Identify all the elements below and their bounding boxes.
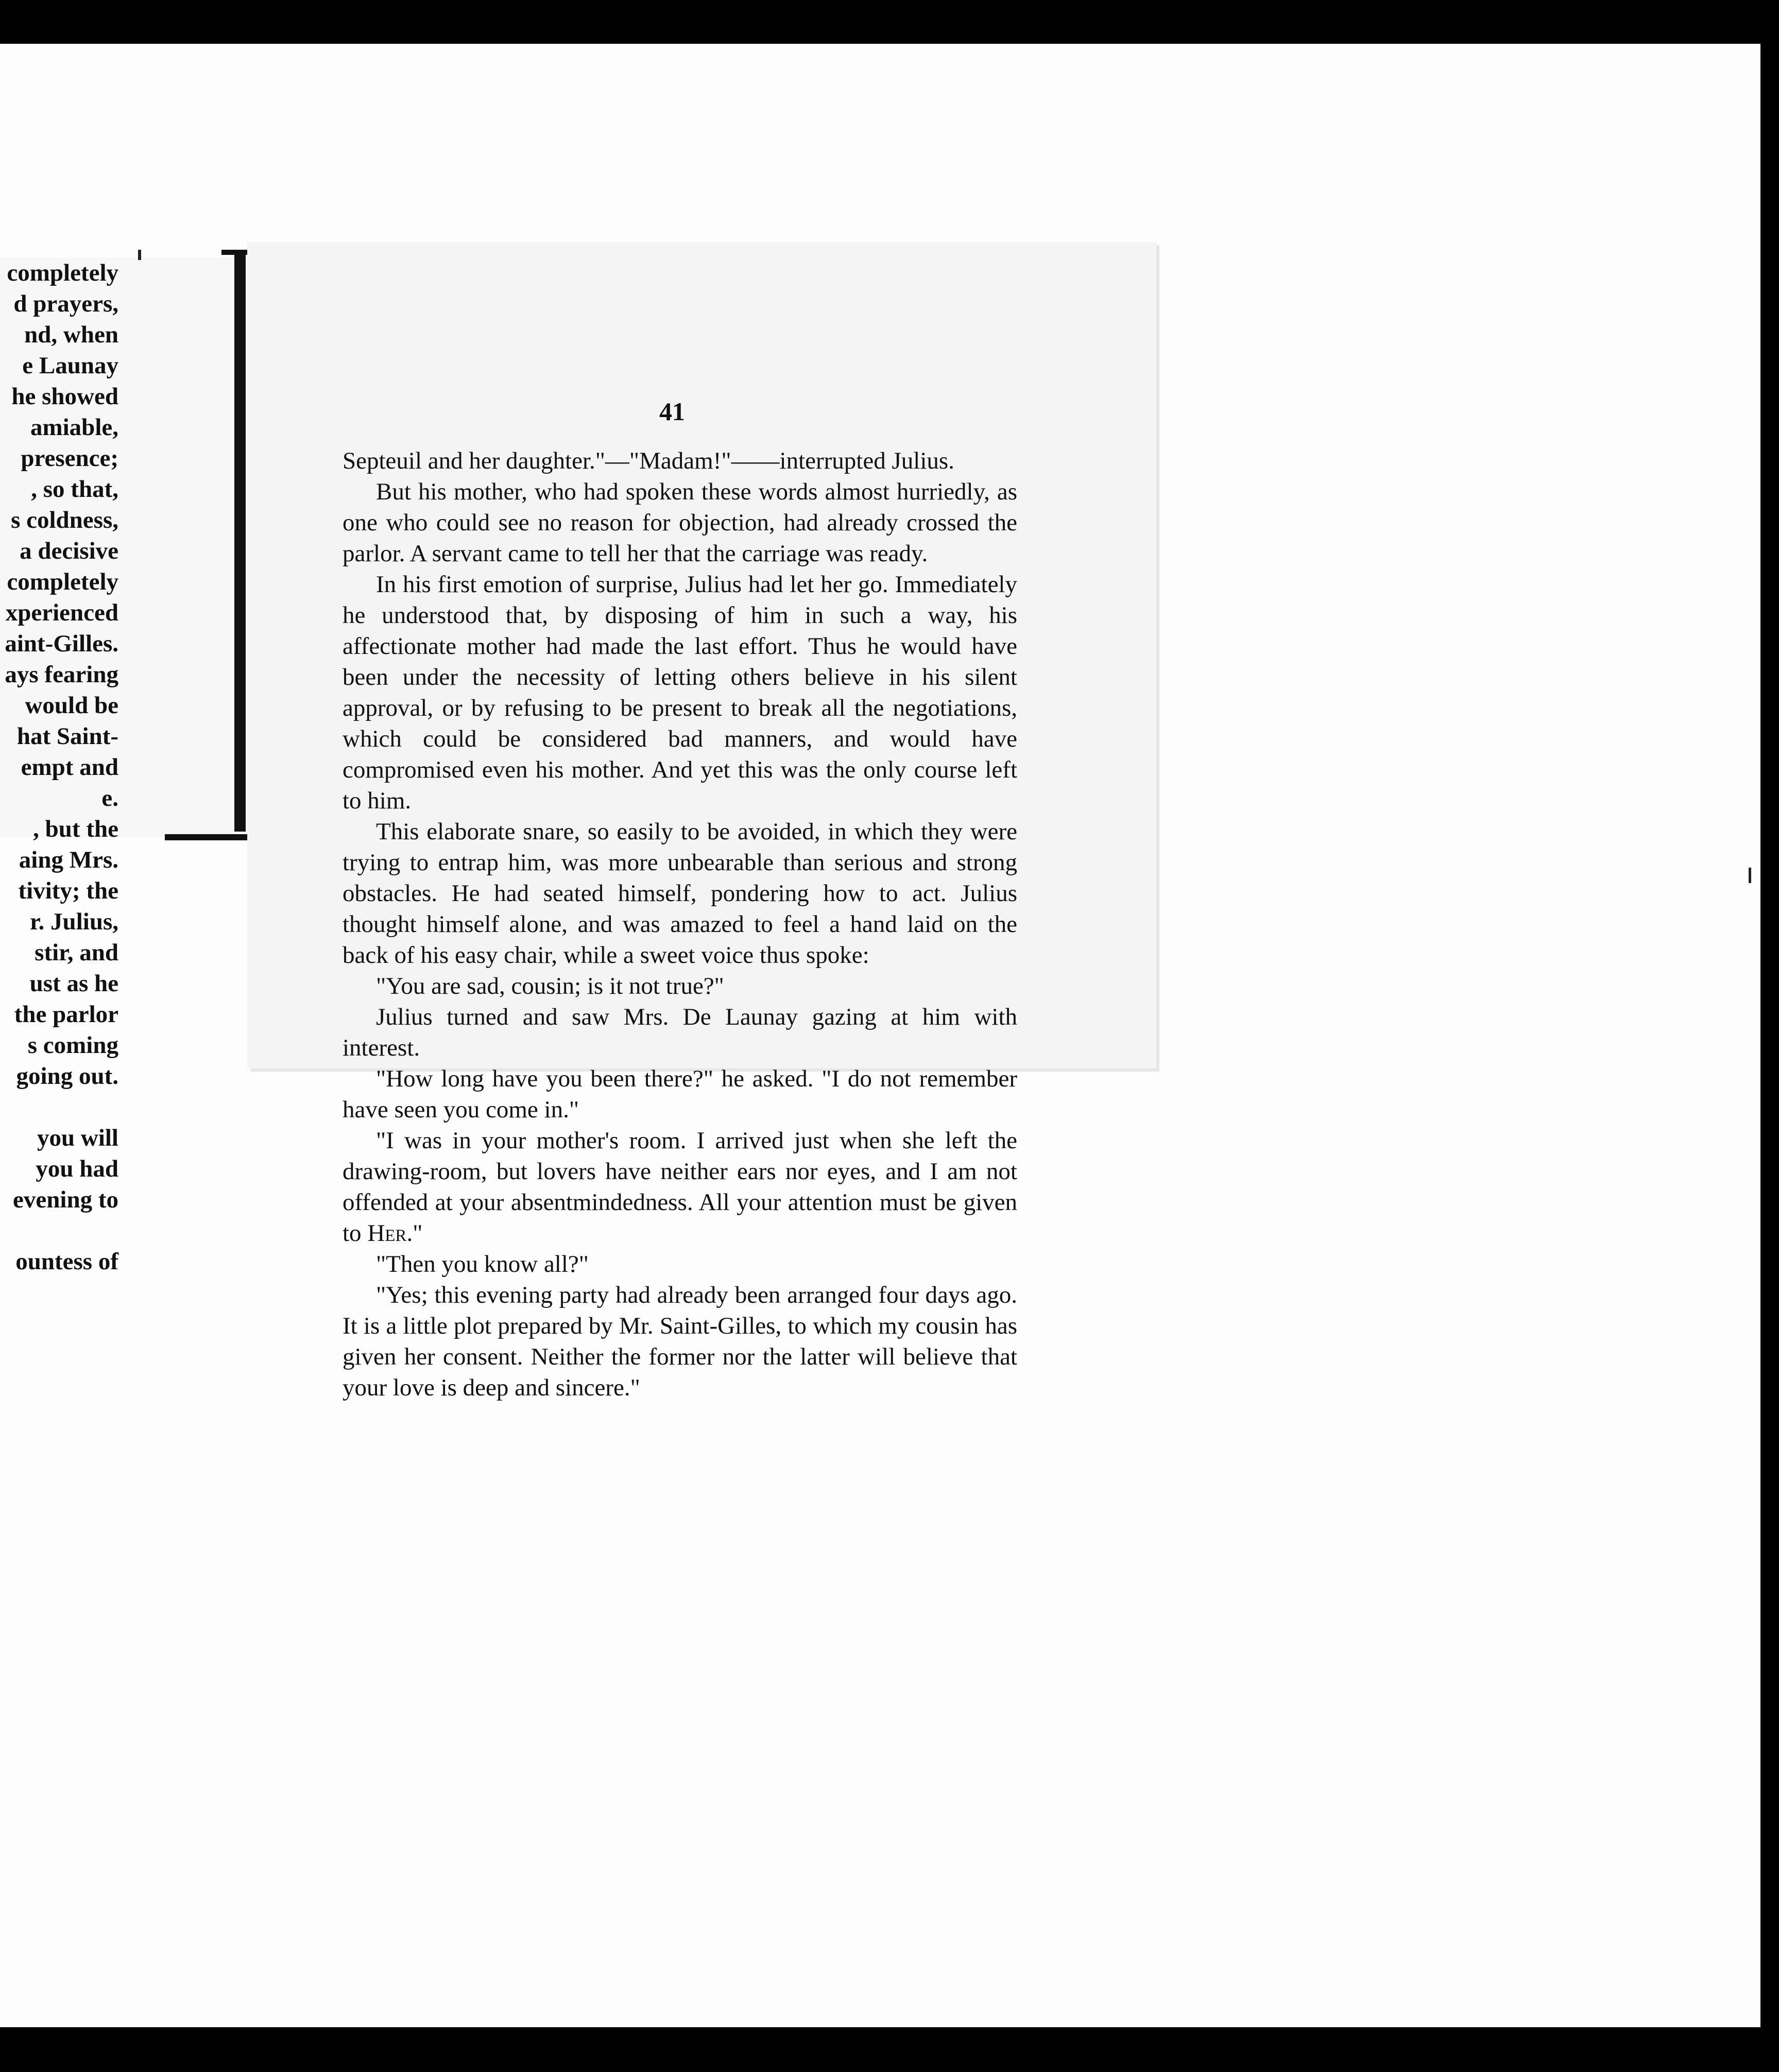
paragraph-text: "I was in your mother's room. I arrived just when she left the drawing-room, but lovers have neither ears nor eyes, and I am not offended at your absentmindedness. All your attention must be given to (343, 1127, 1017, 1247)
left-page-text (0, 257, 118, 1277)
left-page-line: s coldness, (11, 507, 118, 533)
page-body (343, 445, 1017, 1403)
left-page-line: ays fearing (5, 661, 118, 688)
left-page-line: , so that, (31, 476, 118, 503)
left-page-line: he showed (11, 383, 118, 410)
left-page-line (0, 1215, 118, 1246)
left-page-line: evening to (13, 1186, 118, 1213)
paragraph-text: Julius turned and saw Mrs. De Launay gazing at him with interest. (343, 1004, 1017, 1061)
left-page-line: tivity; the (18, 877, 118, 904)
left-page-line: aing Mrs. (19, 847, 118, 873)
left-page-line: amiable, (30, 414, 118, 441)
paragraph (343, 1280, 1017, 1403)
paragraph-text: "Then you know all?" (376, 1251, 589, 1277)
left-page-line: d prayers, (13, 290, 118, 317)
left-page-line: stir, and (35, 939, 118, 966)
left-page-line: r. Julius, (30, 908, 118, 935)
paragraph-text: This elaborate snare, so easily to be avoided, in which they were trying to entrap him, was more unbearable than serious and strong obstacles. He had seated himself, pondering how to act. Julius thought himself alone, and was amazed to feel a hand laid on the back of his easy chair, while a sweet voice thus spoke: (343, 818, 1017, 969)
left-page-line: s coming (27, 1032, 118, 1059)
paragraph-text: "You are sad, cousin; is it not true?" (376, 973, 724, 999)
quote-close: ." (406, 1220, 423, 1247)
paragraph (343, 1063, 1017, 1125)
left-page-sheet (0, 257, 234, 1275)
emphasis-her: Her (367, 1220, 407, 1247)
paragraph (343, 1249, 1017, 1280)
paragraph (343, 445, 1017, 476)
right-page (247, 242, 1156, 1401)
left-page-line: completely (7, 568, 118, 595)
left-page-line: nd, when (24, 321, 118, 348)
left-page-line: completely (7, 260, 118, 286)
left-page-line: presence; (21, 445, 118, 472)
left-page-line: aint-Gilles. (5, 630, 118, 657)
scan-artifact (138, 250, 141, 260)
book-spine (234, 250, 246, 832)
left-page-line: ountess of (15, 1248, 118, 1275)
left-page-line: , but the (33, 816, 118, 842)
paragraph-text: Septeuil and her daughter."—"Madam!"——interrupted Julius. (343, 447, 954, 474)
paragraph-text: "Yes; this evening party had already been arranged four days ago. It is a little plot prepared by Mr. Saint-Gilles, to which my cousin has given her consent. Neither the former nor the latter will believe that your love is deep and sincere." (343, 1282, 1017, 1401)
left-page-line (0, 1092, 118, 1123)
microfilm-frame (0, 44, 1760, 2027)
paragraph (343, 569, 1017, 816)
left-page-line: xperienced (5, 599, 118, 626)
paragraph-text: But his mother, who had spoken these words almost hurriedly, as one who could see no reason for objection, had already crossed the parlor. A servant came to tell her that the carriage was ready. (343, 478, 1017, 567)
left-page-line: empt and (21, 754, 118, 781)
left-page-line: ust as he (29, 970, 118, 997)
left-page-line: going out. (16, 1063, 118, 1090)
left-page-line: hat Saint- (16, 723, 118, 750)
scan-artifact (1749, 868, 1751, 883)
left-page-line: e Launay (22, 352, 118, 379)
paragraph (343, 971, 1017, 1002)
left-page-fragment (0, 44, 234, 2027)
paragraph (343, 816, 1017, 971)
page-number: 41 (659, 397, 685, 426)
paragraph-text: "How long have you been there?" he asked. "I do not remember have seen you come in." (343, 1065, 1017, 1123)
left-page-line: you will (37, 1125, 118, 1151)
paragraph (343, 1002, 1017, 1063)
paragraph-text: In his first emotion of surprise, Julius had let her go. Immediately he understood that, by disposing of him in such a way, his affectionate mother had made the last effort. Thus he would have been under the necessity of letting others believe in his silent approval, or by refusing to be present to break all the negotiations, which could be considered bad manners, and would have compromised even his mother. And yet this was the only course left to him. (343, 571, 1017, 814)
left-page-line: would be (25, 692, 118, 719)
left-page-line: you had (36, 1155, 118, 1182)
left-page-line: a decisive (20, 538, 118, 564)
left-page-line: the parlor (14, 1001, 118, 1028)
paragraph (343, 1125, 1017, 1249)
left-page-line: e. (101, 785, 118, 811)
paragraph (343, 476, 1017, 569)
